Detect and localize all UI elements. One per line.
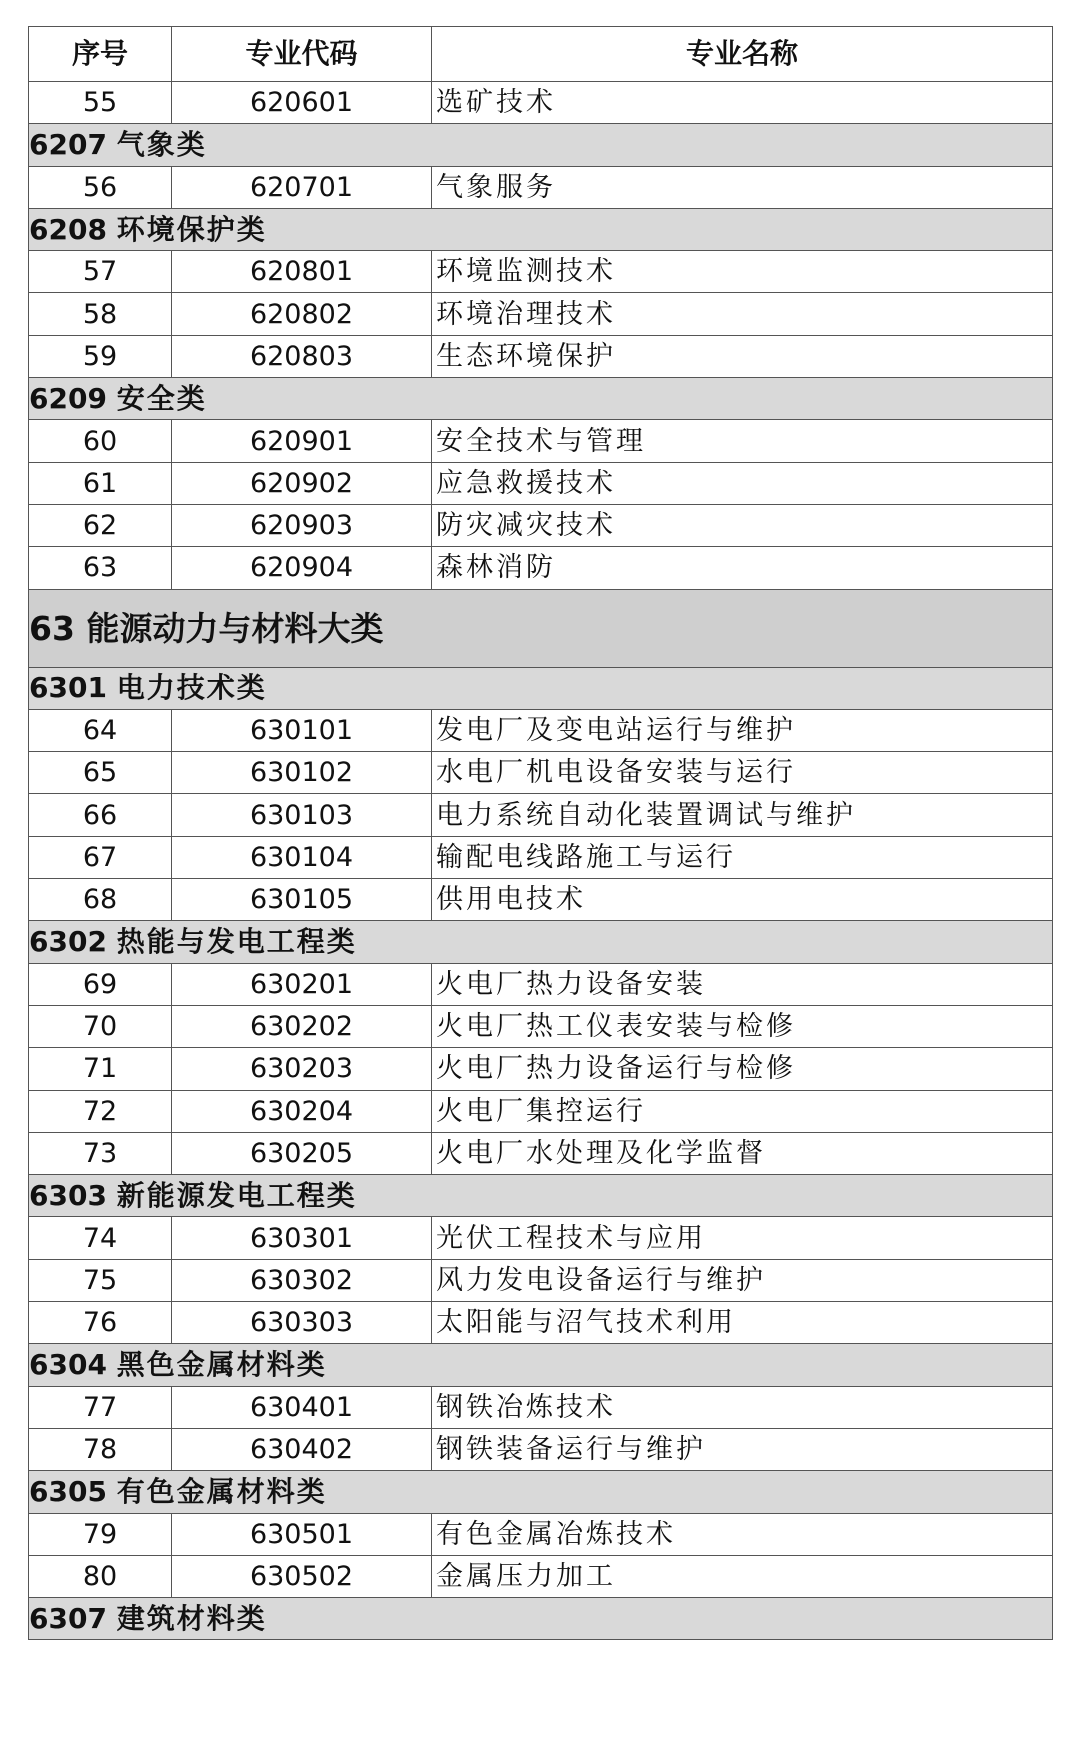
category-name: 气象类: [116, 127, 207, 161]
row-index: 79: [29, 1513, 172, 1555]
category-row: [29, 124, 1053, 166]
category-row: [29, 1471, 1053, 1513]
row-name: 安全技术与管理: [432, 420, 1053, 462]
row-name: 金属压力加工: [432, 1555, 1053, 1597]
category-name: 能源动力与材料大类: [86, 608, 384, 648]
row-name: 钢铁冶炼技术: [432, 1386, 1053, 1428]
row-index: 60: [29, 420, 172, 462]
row-index: 70: [29, 1005, 172, 1047]
table-row: [29, 963, 1053, 1005]
row-index: 65: [29, 752, 172, 794]
table-row: [29, 752, 1053, 794]
row-code: 630204: [172, 1090, 432, 1132]
category-name: 有色金属材料类: [116, 1474, 327, 1508]
category-name: 环境保护类: [116, 212, 267, 246]
table-row: [29, 1513, 1053, 1555]
row-index: 76: [29, 1302, 172, 1344]
row-name: 太阳能与沼气技术利用: [432, 1302, 1053, 1344]
category-code: 6207: [29, 127, 107, 161]
table-row: [29, 335, 1053, 377]
table-row: [29, 836, 1053, 878]
row-index: 57: [29, 251, 172, 293]
category-cell: [29, 589, 1053, 667]
category-row: [29, 1344, 1053, 1386]
row-index: 58: [29, 293, 172, 335]
row-code: 630205: [172, 1132, 432, 1174]
row-code: 630104: [172, 836, 432, 878]
table-row: [29, 1302, 1053, 1344]
row-name: 钢铁装备运行与维护: [432, 1428, 1053, 1470]
row-code: 620901: [172, 420, 432, 462]
row-code: 620801: [172, 251, 432, 293]
category-code: 6307: [29, 1601, 107, 1635]
category-row: [29, 1598, 1053, 1640]
category-row: [29, 378, 1053, 420]
row-name: 供用电技术: [432, 879, 1053, 921]
row-code: 630201: [172, 963, 432, 1005]
category-row: [29, 208, 1053, 250]
table-row: [29, 1555, 1053, 1597]
category-cell: [29, 208, 1053, 250]
table-row: [29, 1428, 1053, 1470]
category-cell: [29, 378, 1053, 420]
row-code: 630202: [172, 1005, 432, 1047]
row-code: 620903: [172, 504, 432, 546]
header-index: 序号: [29, 27, 172, 82]
row-name: 火电厂水处理及化学监督: [432, 1132, 1053, 1174]
row-index: 66: [29, 794, 172, 836]
row-index: 55: [29, 82, 172, 124]
header-code: 专业代码: [172, 27, 432, 82]
table-row: [29, 1386, 1053, 1428]
row-index: 75: [29, 1259, 172, 1301]
header-name: 专业名称: [432, 27, 1053, 82]
row-name: 风力发电设备运行与维护: [432, 1259, 1053, 1301]
row-name: 气象服务: [432, 166, 1053, 208]
table-row: [29, 709, 1053, 751]
category-cell: [29, 1598, 1053, 1640]
category-code: 6301: [29, 671, 107, 705]
row-name: 输配电线路施工与运行: [432, 836, 1053, 878]
row-index: 69: [29, 963, 172, 1005]
row-code: 630102: [172, 752, 432, 794]
row-code: 620803: [172, 335, 432, 377]
row-name: 生态环境保护: [432, 335, 1053, 377]
row-name: 光伏工程技术与应用: [432, 1217, 1053, 1259]
row-index: 73: [29, 1132, 172, 1174]
table-row: [29, 794, 1053, 836]
row-code: 630402: [172, 1428, 432, 1470]
row-code: 620601: [172, 82, 432, 124]
row-name: 防灾减灾技术: [432, 504, 1053, 546]
row-code: 630302: [172, 1259, 432, 1301]
category-code: 6302: [29, 924, 107, 958]
category-code: 6305: [29, 1474, 107, 1508]
table-row: [29, 420, 1053, 462]
row-name: 火电厂热力设备安装: [432, 963, 1053, 1005]
category-cell: [29, 667, 1053, 709]
category-cell: [29, 921, 1053, 963]
row-code: 630105: [172, 879, 432, 921]
row-index: 77: [29, 1386, 172, 1428]
row-code: 620904: [172, 547, 432, 589]
row-index: 68: [29, 879, 172, 921]
row-name: 环境治理技术: [432, 293, 1053, 335]
table-row: [29, 82, 1053, 124]
table-row: [29, 1048, 1053, 1090]
row-code: 630501: [172, 1513, 432, 1555]
row-index: 56: [29, 166, 172, 208]
row-index: 67: [29, 836, 172, 878]
row-name: 发电厂及变电站运行与维护: [432, 709, 1053, 751]
category-row: [29, 921, 1053, 963]
table-row: [29, 1217, 1053, 1259]
category-name: 新能源发电工程类: [116, 1178, 357, 1212]
row-name: 应急救援技术: [432, 462, 1053, 504]
table-row: [29, 1090, 1053, 1132]
row-index: 63: [29, 547, 172, 589]
category-name: 建筑材料类: [116, 1601, 267, 1635]
row-code: 620902: [172, 462, 432, 504]
category-code: 6303: [29, 1178, 107, 1212]
row-name: 火电厂集控运行: [432, 1090, 1053, 1132]
table-header-row: [29, 27, 1053, 82]
category-cell: [29, 1344, 1053, 1386]
row-name: 水电厂机电设备安装与运行: [432, 752, 1053, 794]
table-row: [29, 547, 1053, 589]
row-index: 71: [29, 1048, 172, 1090]
category-row: [29, 1175, 1053, 1217]
category-code: 63: [29, 608, 75, 648]
table-row: [29, 1132, 1053, 1174]
row-index: 59: [29, 335, 172, 377]
row-name: 环境监测技术: [432, 251, 1053, 293]
row-code: 620802: [172, 293, 432, 335]
category-name: 黑色金属材料类: [116, 1347, 327, 1381]
row-name: 电力系统自动化装置调试与维护: [432, 794, 1053, 836]
category-row: [29, 667, 1053, 709]
category-cell: [29, 1471, 1053, 1513]
row-name: 有色金属冶炼技术: [432, 1513, 1053, 1555]
category-code: 6208: [29, 212, 107, 246]
row-name: 选矿技术: [432, 82, 1053, 124]
table-row: [29, 1005, 1053, 1047]
category-cell: [29, 124, 1053, 166]
category-cell: [29, 1175, 1053, 1217]
table-body: [29, 82, 1053, 1640]
row-index: 61: [29, 462, 172, 504]
row-code: 630502: [172, 1555, 432, 1597]
row-code: 630301: [172, 1217, 432, 1259]
category-name: 安全类: [116, 381, 207, 415]
row-index: 80: [29, 1555, 172, 1597]
row-code: 630401: [172, 1386, 432, 1428]
table-row: [29, 251, 1053, 293]
table-row: [29, 1259, 1053, 1301]
table-row: [29, 166, 1053, 208]
category-code: 6209: [29, 381, 107, 415]
row-index: 74: [29, 1217, 172, 1259]
row-code: 630303: [172, 1302, 432, 1344]
category-name: 电力技术类: [116, 671, 267, 705]
row-index: 78: [29, 1428, 172, 1470]
row-index: 62: [29, 504, 172, 546]
row-code: 630203: [172, 1048, 432, 1090]
table-row: [29, 504, 1053, 546]
row-code: 630101: [172, 709, 432, 751]
row-name: 火电厂热力设备运行与检修: [432, 1048, 1053, 1090]
row-index: 72: [29, 1090, 172, 1132]
row-name: 火电厂热工仪表安装与检修: [432, 1005, 1053, 1047]
row-code: 620701: [172, 166, 432, 208]
table-row: [29, 879, 1053, 921]
major-category-row: [29, 589, 1053, 667]
major-catalog-table: [28, 26, 1053, 1640]
table-row: [29, 293, 1053, 335]
major-catalog-sheet: [28, 26, 1052, 1640]
row-name: 森林消防: [432, 547, 1053, 589]
category-code: 6304: [29, 1347, 107, 1381]
row-code: 630103: [172, 794, 432, 836]
row-index: 64: [29, 709, 172, 751]
table-row: [29, 462, 1053, 504]
category-name: 热能与发电工程类: [116, 924, 357, 958]
